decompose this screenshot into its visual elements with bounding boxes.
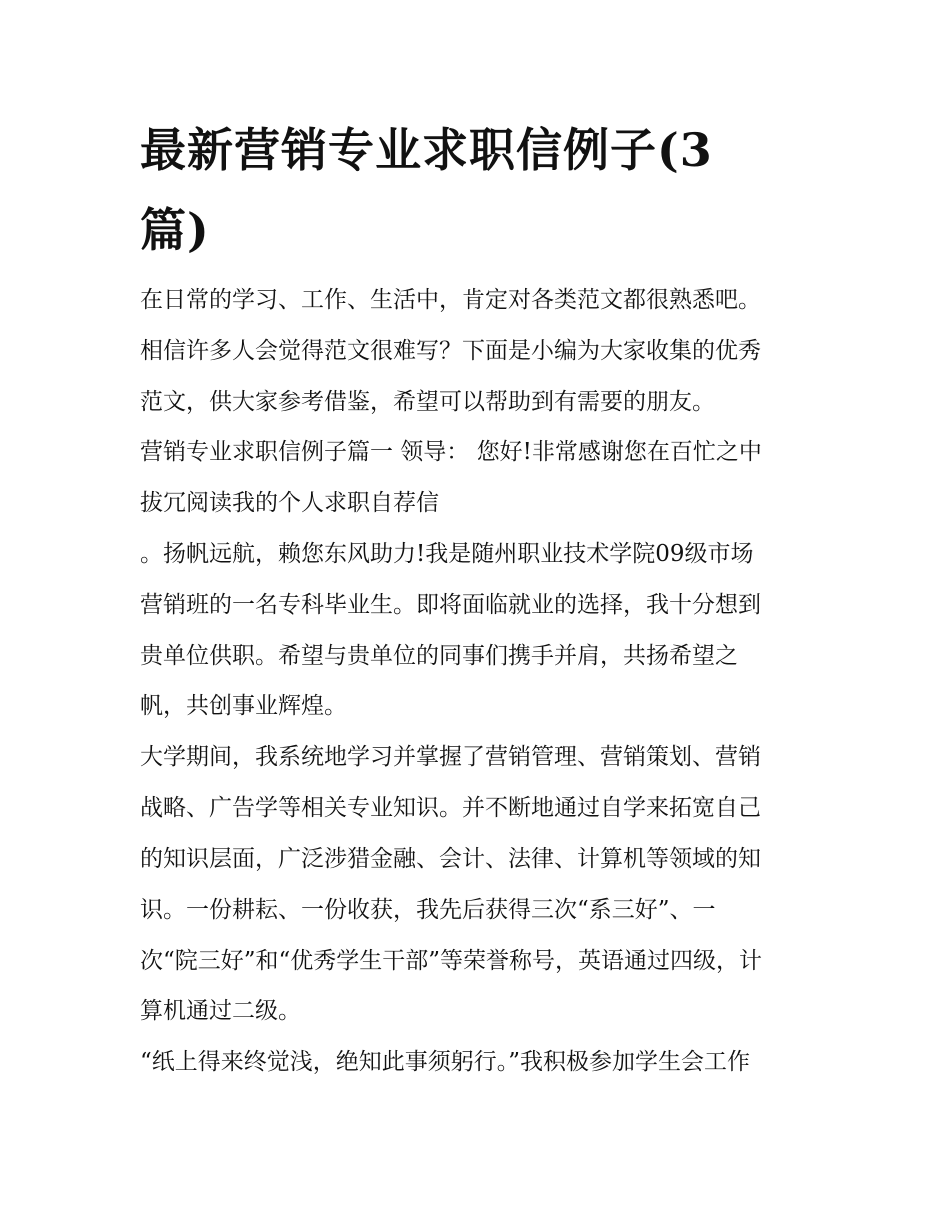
- body-line: 大学期间，我系统地学习并掌握了营销管理、营销策划、营销: [140, 744, 761, 770]
- body-line: 的知识层面，广泛涉猎金融、会计、法律、计算机等领域的知: [140, 846, 761, 872]
- body-line: 帆，共创事业辉煌。: [140, 693, 347, 719]
- body-line: 识。一份耕耘、一份收获，我先后获得三次“系三好”、一: [140, 897, 716, 923]
- document-title: 最新营销专业求职信例子(3篇): [140, 123, 713, 257]
- body-line: “纸上得来终觉浅，绝知此事须躬行。”我积极参加学生会工作: [140, 1049, 751, 1075]
- body-line: 在日常的学习、工作、生活中，肯定对各类范文都很熟悉吧。: [140, 287, 761, 313]
- body-line: 贵单位供职。希望与贵单位的同事们携手并肩，共扬希望之: [140, 643, 738, 669]
- body-line: 相信许多人会觉得范文很难写？下面是小编为大家收集的优秀: [140, 338, 761, 364]
- body-line: 营销班的一名专科毕业生。即将面临就业的选择，我十分想到: [140, 592, 761, 618]
- body-line: 战略、广告学等相关专业知识。并不断地通过自学来拓宽自己: [140, 795, 761, 821]
- body-line: 次“院三好”和“优秀学生干部”等荣誉称号，英语通过四级，计: [140, 948, 763, 974]
- body-line: 。扬帆远航，赖您东风助力!我是随州职业技术学院09级市场: [140, 541, 754, 567]
- body-line: 营销专业求职信例子篇一 领导： 您好!非常感谢您在百忙之中: [140, 439, 762, 465]
- body-line: 范文，供大家参考借鉴，希望可以帮助到有需要的朋友。: [140, 389, 715, 415]
- body-line: 算机通过二级。: [140, 998, 301, 1024]
- body-line: 拔冗阅读我的个人求职自荐信: [140, 490, 439, 516]
